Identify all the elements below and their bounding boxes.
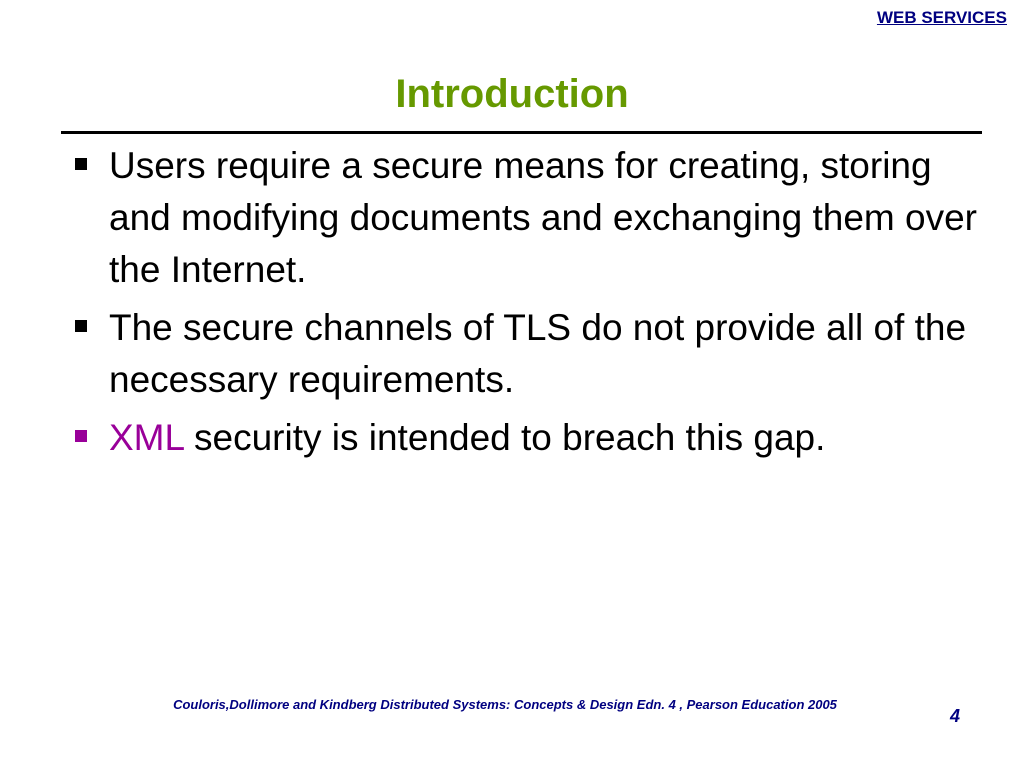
footer-credit: Couloris,Dollimore and Kindberg Distributed Systems: Concepts & Design Edn. 4 , Pearson Education 2005 [173, 697, 837, 712]
page-number: 4 [950, 706, 961, 726]
bullet-list [72, 140, 992, 470]
bullet-highlight: XML [109, 417, 184, 458]
bullet-text: Users require a secure means for creating, storing and modifying documents and exchanging them over the Internet. [109, 145, 977, 290]
title-divider [61, 131, 982, 134]
bullet-text: security is intended to breach this gap. [183, 417, 826, 458]
bullet-text: The secure channels of TLS do not provide all of the necessary requirements. [109, 307, 967, 400]
square-bullet-icon [75, 158, 87, 170]
square-bullet-icon [75, 320, 87, 332]
slide-title: Introduction [395, 72, 629, 116]
bullet-item [72, 302, 992, 406]
header-label: WEB SERVICES [876, 8, 1007, 27]
square-bullet-icon [75, 430, 87, 442]
bullet-item [72, 140, 992, 296]
bullet-item [72, 412, 992, 464]
